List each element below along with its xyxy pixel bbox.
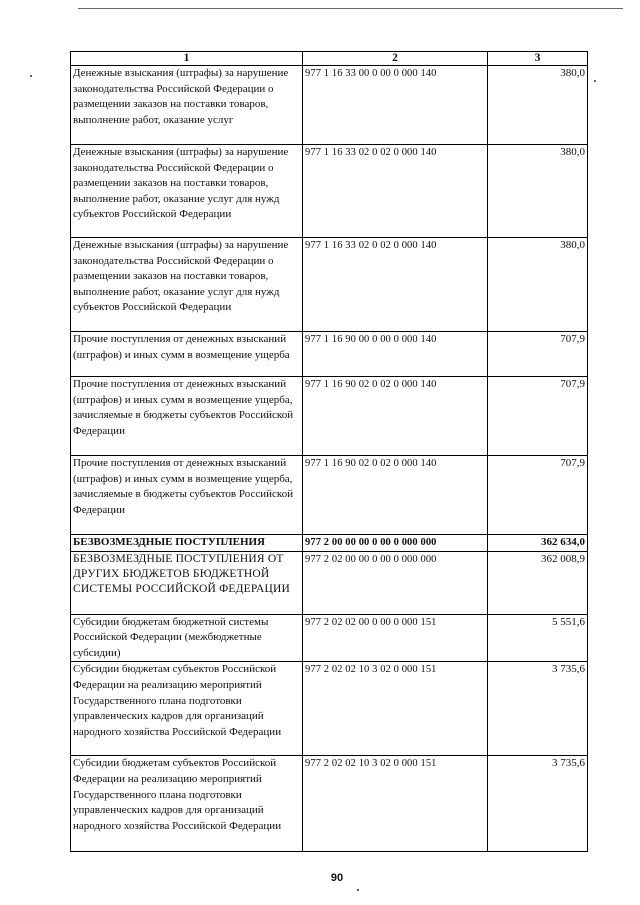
row-value: 380,0: [488, 66, 588, 145]
row-code: 977 1 16 90 02 0 02 0 000 140: [303, 377, 488, 456]
row-name: БЕЗВОЗМЕЗДНЫЕ ПОСТУПЛЕНИЯ ОТ ДРУГИХ БЮДЖЕТОВ БЮДЖЕТНОЙ СИСТЕМЫ РОССИЙСКОЙ ФЕДЕРАЦИИ: [71, 551, 303, 614]
row-value: 380,0: [488, 145, 588, 238]
column-header-3: 3: [488, 52, 588, 66]
revenue-table: [70, 51, 588, 852]
row-name: Прочие поступления от денежных взысканий (штрафов) и иных сумм в возмещение ущерба, зачисляемые в бюджеты субъектов Российской Федерации: [71, 456, 303, 535]
row-name: БЕЗВОЗМЕЗДНЫЕ ПОСТУПЛЕНИЯ: [71, 535, 303, 552]
column-header-1: 1: [71, 52, 303, 66]
row-code: 977 1 16 90 00 0 00 0 000 140: [303, 332, 488, 377]
table-row: [71, 662, 588, 756]
page-number: 90: [330, 872, 344, 884]
row-name: Субсидии бюджетам субъектов Российской Федерации на реализацию мероприятий Государственного плана подготовки управленческих кадров для организаций народного хозяйства Российской Федерации: [71, 756, 303, 852]
table-row: [71, 756, 588, 852]
table-row: [71, 332, 588, 377]
row-code: 977 2 02 02 00 0 00 0 000 151: [303, 614, 488, 662]
row-name: Денежные взыскания (штрафы) за нарушение законодательства Российской Федерации о размещении заказов на поставки товаров, выполнение работ, оказание услуг для нужд субъектов Российской Федерации: [71, 238, 303, 332]
table-row-section-total: [71, 535, 588, 552]
row-name: Субсидии бюджетам бюджетной системы Российской Федерации (межбюджетные субсидии): [71, 614, 303, 662]
row-code: 977 2 02 02 10 3 02 0 000 151: [303, 662, 488, 756]
row-value: 362 008,9: [488, 551, 588, 614]
row-name: Прочие поступления от денежных взысканий (штрафов) и иных сумм в возмещение ущерба, зачисляемые в бюджеты субъектов Российской Федерации: [71, 377, 303, 456]
row-name: Денежные взыскания (штрафы) за нарушение законодательства Российской Федерации о размещении заказов на поставки товаров, выполнение работ, оказание услуг для нужд субъектов Российской Федерации: [71, 145, 303, 238]
table-row: [71, 456, 588, 535]
row-name: Денежные взыскания (штрафы) за нарушение законодательства Российской Федерации о размещении заказов на поставки товаров, выполнение работ, оказание услуг: [71, 66, 303, 145]
row-name: Прочие поступления от денежных взысканий (штрафов) и иных сумм в возмещение ущерба: [71, 332, 303, 377]
row-code: 977 1 16 33 02 0 02 0 000 140: [303, 238, 488, 332]
row-code: 977 1 16 90 02 0 02 0 000 140: [303, 456, 488, 535]
row-value: 3 735,6: [488, 662, 588, 756]
column-header-2: 2: [303, 52, 488, 66]
row-code: 977 2 02 02 10 3 02 0 000 151: [303, 756, 488, 852]
row-value: 707,9: [488, 377, 588, 456]
row-code: 977 2 02 00 00 0 00 0 000 000: [303, 551, 488, 614]
scan-speck: [30, 75, 32, 77]
row-code: 977 2 00 00 00 0 00 0 000 000: [303, 535, 488, 552]
table-row: [71, 145, 588, 238]
row-name: Субсидии бюджетам субъектов Российской Федерации на реализацию мероприятий Государственного плана подготовки управленческих кадров для организаций народного хозяйства Российской Федерации: [71, 662, 303, 756]
row-code: 977 1 16 33 00 0 00 0 000 140: [303, 66, 488, 145]
table-row: [71, 614, 588, 662]
scan-speck: [357, 889, 359, 891]
table-header-row: [71, 52, 588, 66]
row-value: 707,9: [488, 456, 588, 535]
scan-speck: [594, 80, 596, 82]
row-value: 380,0: [488, 238, 588, 332]
top-scan-rule: [78, 8, 623, 9]
table-row: [71, 66, 588, 145]
table-row: [71, 238, 588, 332]
row-value: 5 551,6: [488, 614, 588, 662]
row-value: 3 735,6: [488, 756, 588, 852]
table-row: [71, 551, 588, 614]
table-row: [71, 377, 588, 456]
row-code: 977 1 16 33 02 0 02 0 000 140: [303, 145, 488, 238]
row-value: 362 634,0: [488, 535, 588, 552]
row-value: 707,9: [488, 332, 588, 377]
